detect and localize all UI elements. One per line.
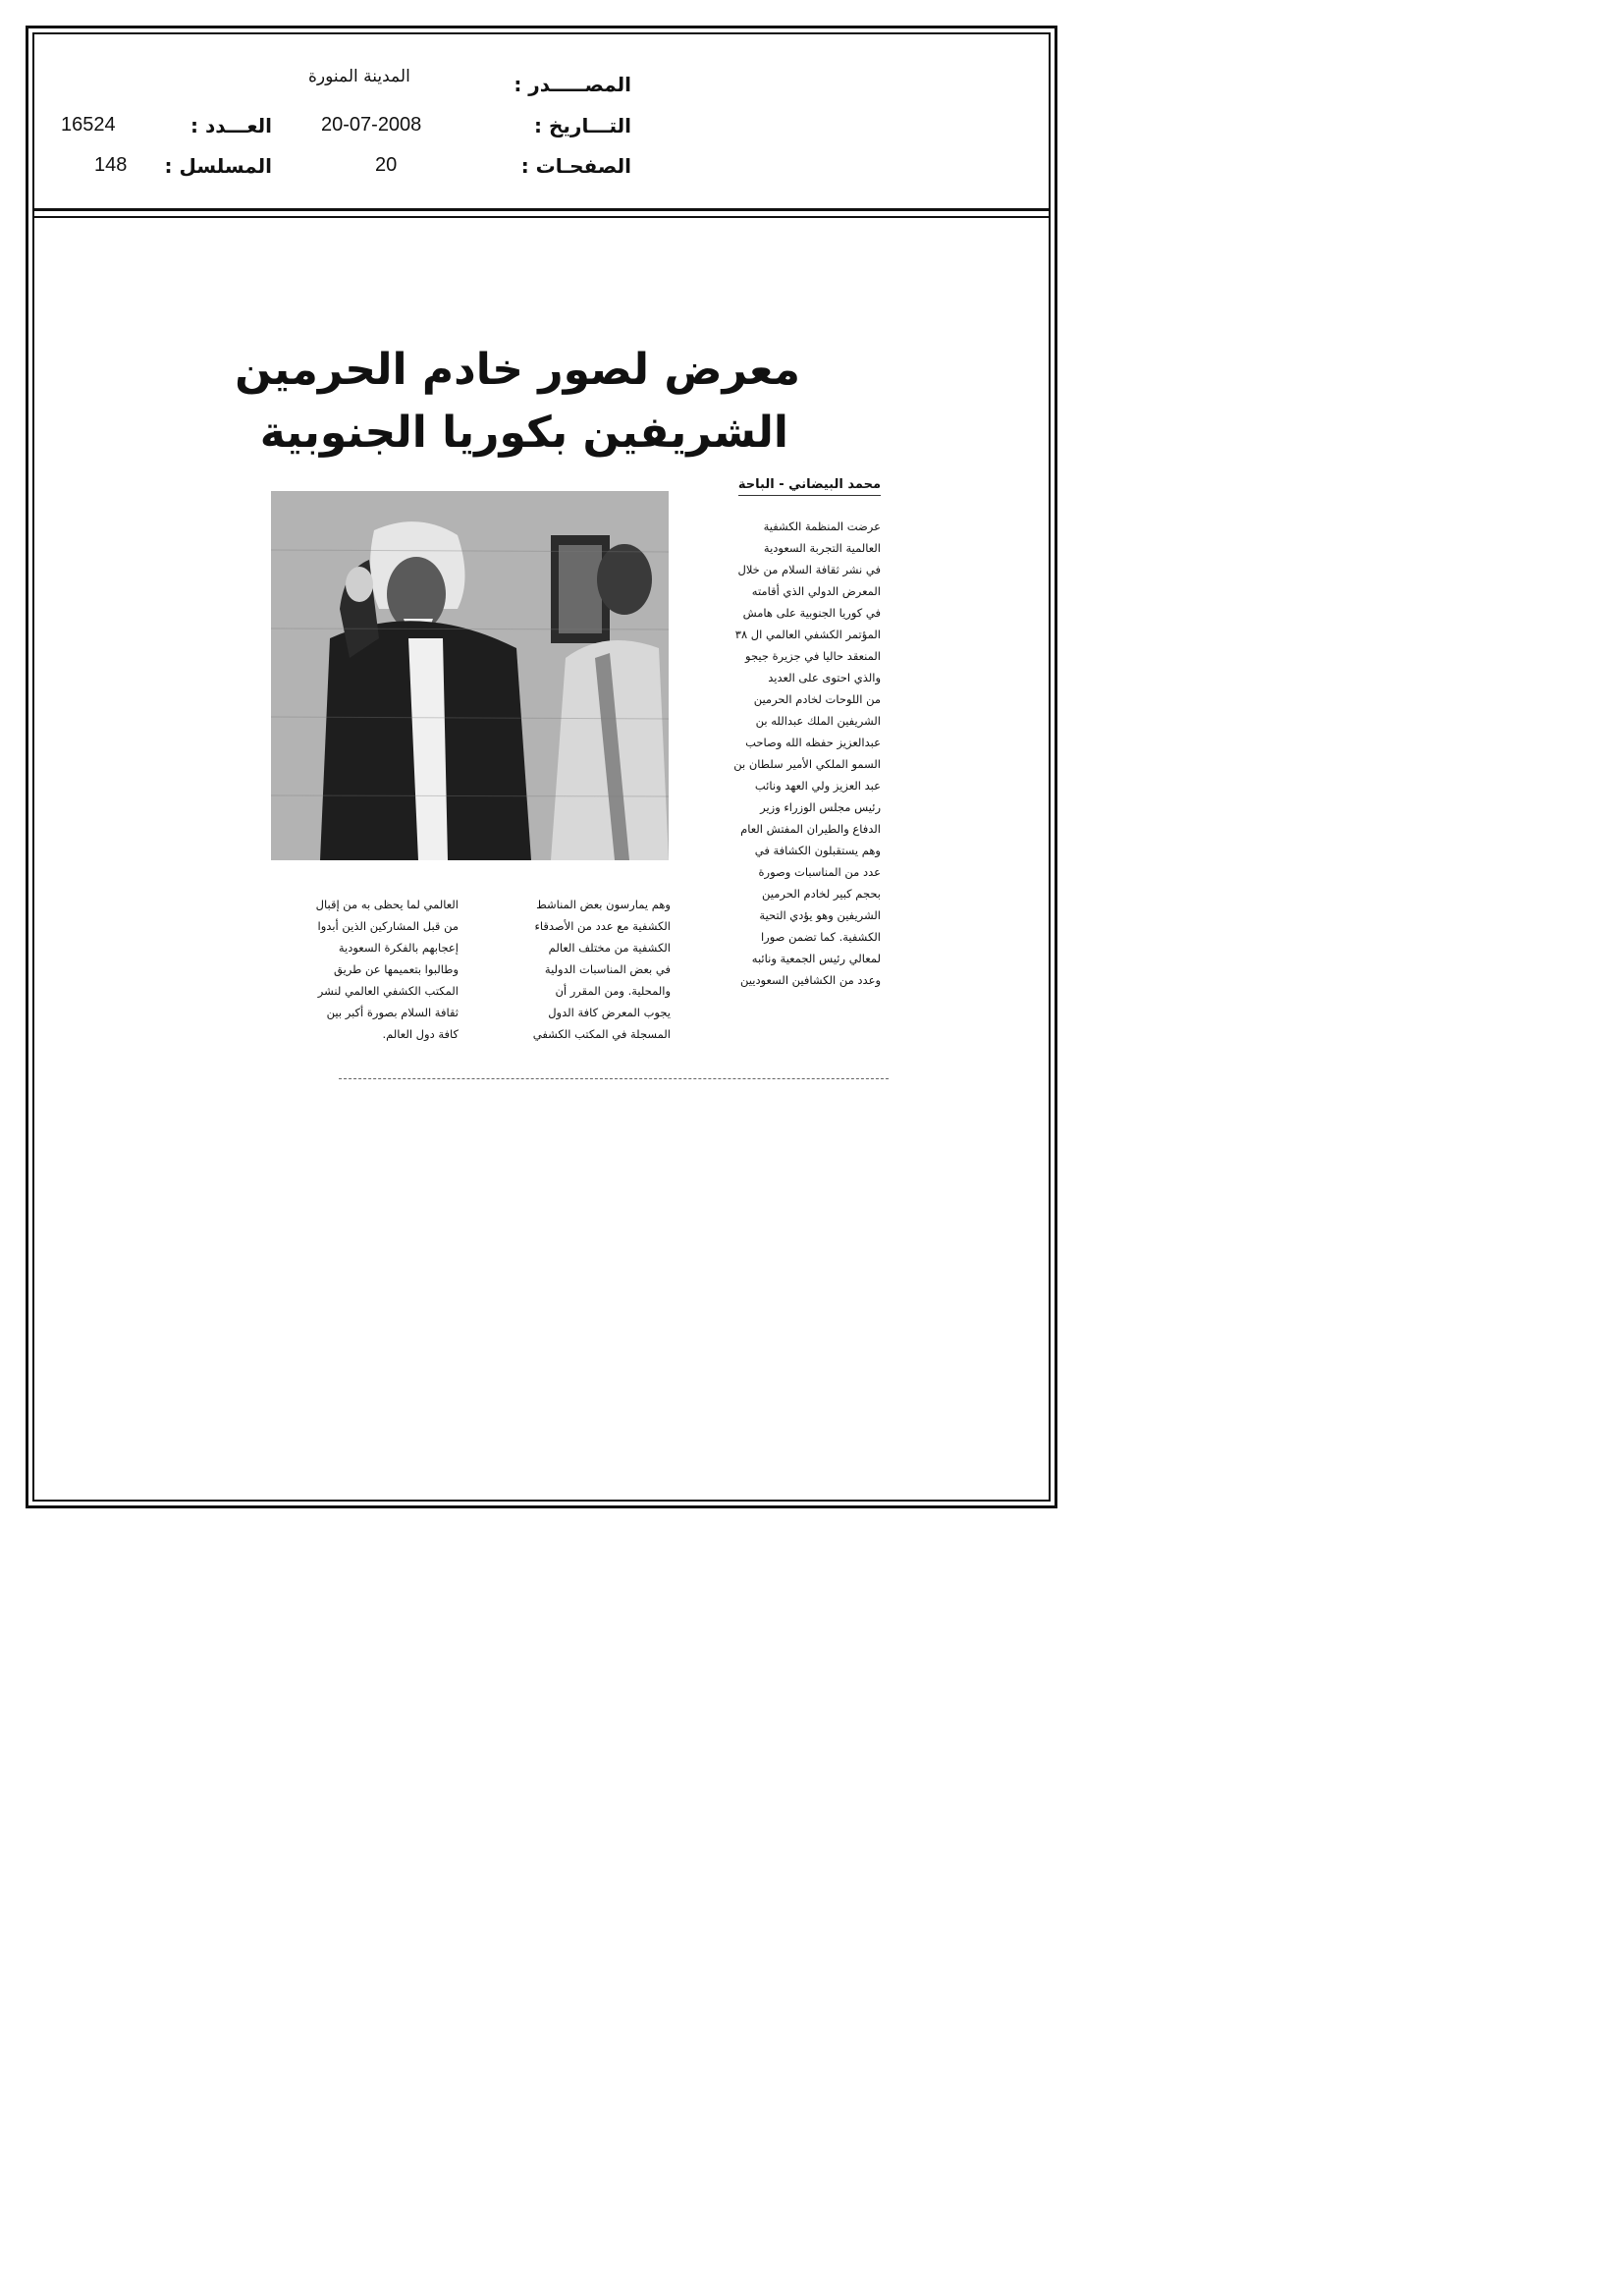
column-right-line: العالمية التجربة السعودية bbox=[763, 541, 881, 555]
column-right-line: عبد العزيز ولي العهد ونائب bbox=[754, 779, 881, 793]
column-right-line: المؤتمر الكشفي العالمي ال ٣٨ bbox=[734, 628, 881, 641]
column-left-line: إعجابهم بالفكرة السعودية bbox=[338, 941, 459, 955]
column-right-line: الدفاع والطيران المفتش العام bbox=[740, 822, 881, 836]
issue-label: العـــدد : bbox=[190, 114, 272, 137]
pages-value: 20 bbox=[375, 154, 398, 176]
column-right-line: الكشفية. كما تضمن صورا bbox=[760, 930, 881, 944]
article-photo bbox=[271, 491, 669, 860]
column-right-line: عبدالعزيز حفظه الله وصاحب bbox=[745, 736, 881, 749]
column-middle-line: وهم يمارسون بعض المناشط bbox=[536, 898, 671, 911]
column-middle-line: في بعض المناسبات الدولية bbox=[544, 962, 671, 976]
column-right-line: وهم يستقبلون الكشافة في bbox=[754, 844, 881, 857]
issue-value: 16524 bbox=[61, 114, 116, 136]
column-right-line: عرضت المنظمة الكشفية bbox=[763, 519, 881, 533]
column-right-line: السمو الملكي الأمير سلطان بن bbox=[733, 757, 881, 771]
column-middle-line: يجوب المعرض كافة الدول bbox=[548, 1006, 671, 1019]
column-middle-line: الكشفية مع عدد من الأصدقاء bbox=[534, 919, 671, 933]
column-middle-line: الكشفية من مختلف العالم bbox=[548, 941, 671, 955]
article-byline: محمد البيضاني - الباحة bbox=[738, 477, 881, 496]
column-right-line: المعرض الدولي الذي أقامته bbox=[751, 584, 881, 598]
column-right-line: والذي احتوى على العديد bbox=[768, 671, 881, 684]
source-value: المدينة المنورة bbox=[308, 67, 410, 86]
date-label: التـــاريخ : bbox=[534, 114, 631, 137]
article-headline-line1: معرض لصور خادم الحرمين bbox=[235, 345, 800, 395]
column-right-line: في كوريا الجنوبية على هامش bbox=[742, 606, 881, 620]
clipping-edge-rule bbox=[339, 1078, 889, 1079]
header-divider-top bbox=[32, 208, 1051, 211]
column-middle-line: المسجلة في المكتب الكشفي bbox=[532, 1027, 671, 1041]
column-right-line: لمعالي رئيس الجمعية ونائبه bbox=[751, 952, 881, 965]
column-right-line: في نشر ثقافة السلام من خلال bbox=[737, 563, 881, 576]
column-left-line: من قبل المشاركين الذين أبدوا bbox=[317, 919, 459, 933]
column-right-line: رئيس مجلس الوزراء وزير bbox=[760, 800, 881, 814]
column-right-line: الشريفين وهو يؤدي التحية bbox=[759, 908, 881, 922]
column-middle-line: والمحلية. ومن المقرر أن bbox=[555, 984, 671, 998]
column-left-line: كافة دول العالم. bbox=[382, 1027, 459, 1041]
photo-illustration bbox=[271, 491, 669, 860]
article-headline-line2: الشريفين بكوريا الجنوبية bbox=[259, 408, 788, 458]
column-right-line: عدد من المناسبات وصورة bbox=[758, 865, 881, 879]
column-left-line: وطالبوا بتعميمها عن طريق bbox=[334, 962, 459, 976]
date-value: 20-07-2008 bbox=[321, 114, 422, 136]
header-divider-bottom bbox=[32, 216, 1051, 218]
article-column-middle bbox=[469, 894, 671, 1045]
pages-label: الصفحـات : bbox=[520, 154, 631, 178]
article-column-right bbox=[655, 516, 881, 991]
column-right-line: من اللوحات لخادم الحرمين bbox=[753, 692, 881, 706]
serial-value: 148 bbox=[94, 154, 128, 176]
column-left-line: ثقافة السلام بصورة أكبر بين bbox=[326, 1006, 459, 1019]
column-right-line: بحجم كبير لخادم الحرمين bbox=[762, 887, 881, 901]
column-left-line: العالمي لما يحظى به من إقبال bbox=[315, 898, 459, 911]
column-right-line: الشريفين الملك عبدالله بن bbox=[755, 714, 881, 728]
column-left-line: المكتب الكشفي العالمي لنشر bbox=[317, 984, 459, 998]
source-label: المصـــــدر : bbox=[514, 73, 631, 96]
serial-label: المسلسل : bbox=[164, 154, 272, 178]
column-right-line: وعدد من الكشافين السعوديين bbox=[740, 973, 881, 987]
article-column-left bbox=[257, 894, 459, 1045]
column-right-line: المنعقد حاليا في جزيرة جيجو bbox=[745, 649, 881, 663]
